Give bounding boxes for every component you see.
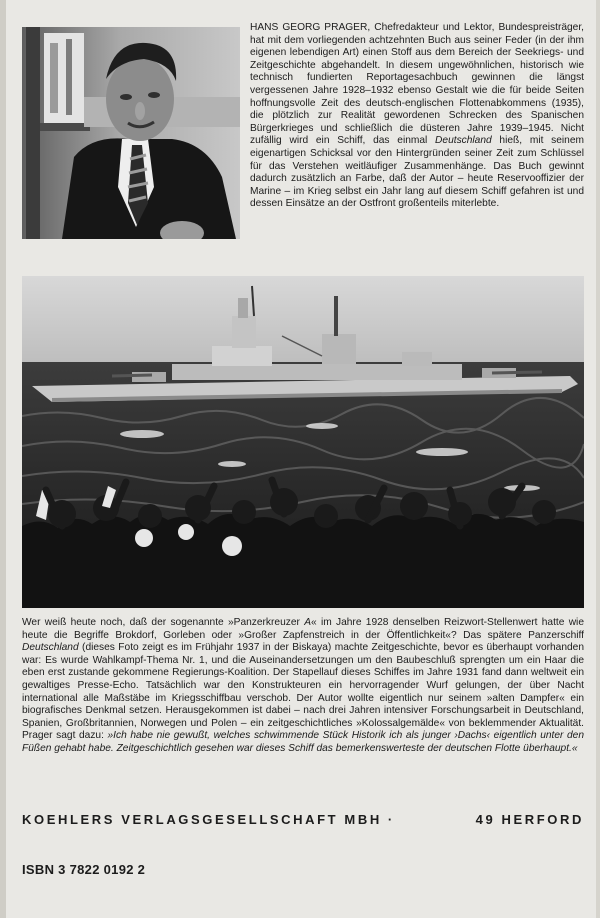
ship-photo bbox=[22, 276, 584, 608]
blurb-text-3: (dieses Foto zeigt es im Frühjahr 1937 in der Biskaya) machte Zeitgeschichte, bevor es überhaupt vorhanden war: Es wurde Wahlkampf-Thema Nr. 1, und die Auseinandersetzungen um den Baubeschluß sprengten um ein Haar die eben erst zustande gekommene Regierungs-Koalition. Der Stapellauf dieses Schiffes im Jahre 1931 fand dann weltweit ein gewaltiges Presse-Echo. Tatsächlich war den Konstrukteuren ein hervorragender Wurf gelungen, der über Nacht international alle Maßstäbe im Kriegsschiffbau verschob. Der Autor wollte eigentlich nur seinem »alten Dampfer« ein biografisches Denkmal setzen. Herausgekommen ist dabei – nach drei Jahren intensiver Forschungsarbeit in Deutschland, Spanien, Großbritannien, Norwegen und Polen – ein zeitgeschichtliches »Kolossalgemälde« von beklemmender Aktualität. Prager sagt dazu: bbox=[22, 642, 584, 742]
isbn: ISBN 3 7822 0192 2 bbox=[22, 862, 146, 877]
publisher-city: 49 HERFORD bbox=[475, 812, 584, 827]
back-cover-blurb bbox=[22, 617, 584, 756]
blurb-quote: »Ich habe nie gewußt, welches schwimmende Stück Historik ich als junger ›Dachs‹ eigentlich unter den Füßen gehabt habe. Zeitgeschichtlich gesehen war dieses Schiff das bemerkenswerteste der deutschen Flotte überhaupt.« bbox=[22, 730, 584, 754]
author-name: HANS GEORG PRAGER bbox=[250, 22, 368, 33]
publisher-separator: · bbox=[387, 812, 395, 827]
blurb-italic-ship: Deutschland bbox=[22, 642, 79, 654]
ship-photo-image bbox=[22, 276, 584, 608]
author-bio-rest: hieß, mit seinem eigenartigen Schicksal vor den Hintergründen seiner Zeit zum Schlüssel für das Verstehen weitläufiger Zusammenhänge. Das Buch gewinnt dadurch zusätzlich an Farbe, daß der Autor – heute Reservooffizier der Marine – im Krieg selbst ein Jahr lang auf diesem Schiff gefahren ist und dessen Einsätze an der Ostfront großenteils miterlebte. bbox=[250, 135, 585, 210]
blurb-italic-a: A bbox=[304, 617, 311, 628]
publisher-line bbox=[22, 812, 584, 827]
author-bio-lead: , Chefredakteur und Lektor, Bundespreisträger, hat mit dem vorliegenden achtzehnten Buch aus seiner Feder (in der ihm eigenen lebendigen Art) einen Stoff aus dem Bereich der Seekriegs- und Zeitgeschichte abgehandelt. In diesem ungewöhnlichen, historisch wie technisch fundierten Reportagesachbuch gewinnen die längst vergessenen Jahre 1928–1932 ebenso Gestalt wie die für beide Seiten hoffnungsvolle Zeit des deutsch-englischen Flottenabkommens (1935), die plötzlich zur Realität gewordenen Schrecken des Spanischen Bürgerkrieges und schließlich die düsteren Jahre 1939–1945. Nicht zufällig wird ein Schiff, das einmal bbox=[250, 22, 584, 147]
blurb-text-1: Wer weiß heute noch, daß der sogenannte »Panzerkreuzer bbox=[22, 617, 305, 628]
author-bio bbox=[250, 22, 584, 211]
publisher-name: KOEHLERS VERLAGSGESELLSCHAFT MBH bbox=[22, 812, 382, 827]
author-portrait-image bbox=[22, 27, 240, 239]
blurb-text-2: « im Jahre 1928 denselben Reizwort-Stellenwert hatte wie heute die Begriffe Brokdorf, Gorleben oder »Großer Zapfenstreich in der Öffentlichkeit«? Das spätere Panzerschiff bbox=[22, 617, 584, 641]
author-portrait-photo bbox=[22, 27, 240, 239]
author-bio-ship-name: Deutschland bbox=[435, 135, 492, 147]
